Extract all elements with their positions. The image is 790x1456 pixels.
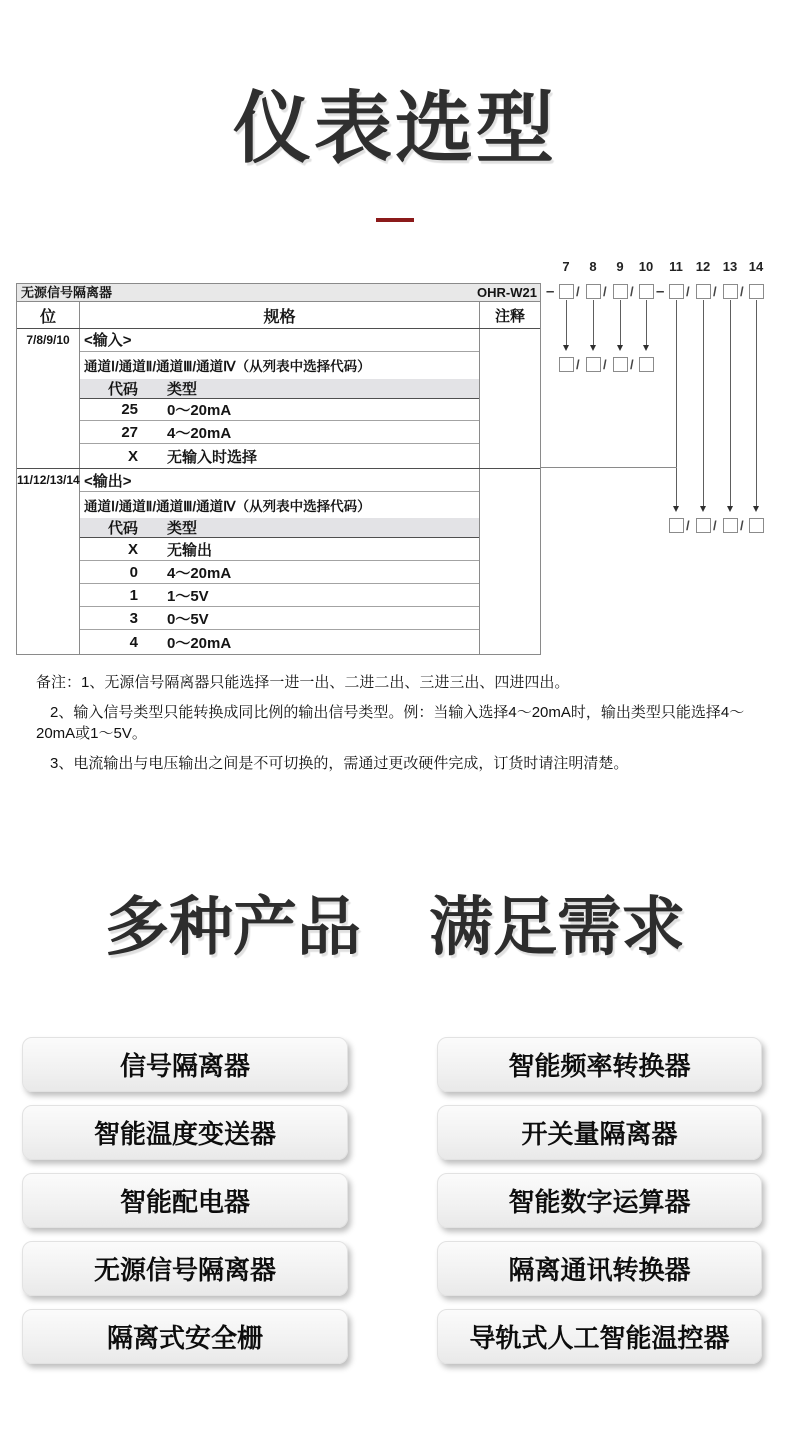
digit-label: 7 [562,259,570,274]
code-box [639,357,654,372]
table-row: 1 1～5V [80,584,479,607]
digit-label: 14 [748,259,764,274]
digit-label: 9 [616,259,624,274]
arrow-line [756,300,757,506]
dash: – [656,283,665,300]
table-header-row [17,302,540,329]
product-button-digital-calculator[interactable]: 智能数字运算器 [437,1173,762,1228]
code-type-header [80,518,479,538]
slash: / [686,284,690,299]
digit-label: 13 [722,259,738,274]
arrow-head [727,506,733,512]
digit-label: 10 [638,259,654,274]
model-code: OHR-W21 [477,285,537,300]
product-button-rail-ai-temperature-controller[interactable]: 导轨式人工智能温控器 [437,1309,762,1364]
col-header-note: 注释 [494,307,525,325]
code-box [613,357,628,372]
note-cell [480,329,540,468]
product-button-passive-signal-isolator[interactable]: 无源信号隔离器 [22,1241,348,1296]
table-row: 0 4～20mA [80,561,479,584]
table-row: 4 0～20mA [129,633,232,652]
slash: / [686,518,690,533]
arrow-head [590,345,596,351]
connector-line [541,467,677,468]
digit-label: 12 [695,259,711,274]
note-cell [480,469,540,655]
digit-label: 11 [669,259,683,274]
products-heading-left: 多种产品 [105,891,361,963]
digit-label: 8 [589,259,597,274]
dash: – [546,283,555,300]
arrow-head [563,345,569,351]
slash: / [740,518,744,533]
code-box [723,284,738,299]
slash: / [740,284,744,299]
code-header: 代码 [107,380,138,398]
arrow-line [703,300,704,506]
product-button-switch-isolator[interactable]: 开关量隔离器 [437,1105,762,1160]
code-box [696,518,711,533]
slash: / [630,357,634,372]
note-line: 备注：1、无源信号隔离器只能选择一进一出、二进二出、三进三出、四进四出。 [36,674,570,691]
code-header: 代码 [107,520,138,537]
note-line: 3、电流输出与电压输出之间是不可切换的，需通过更改硬件完成，订货时请注明清楚。 [50,755,629,772]
products-heading [0,891,790,963]
col-header-pos: 位 [17,302,80,328]
type-header: 类型 [167,380,198,398]
notes-block [36,672,754,783]
code-box [613,284,628,299]
slash: / [713,518,717,533]
product-name: 无源信号隔离器 [21,285,113,300]
slash: / [603,357,607,372]
table-row: X 无输入时选择 [127,447,258,466]
arrow-head [617,345,623,351]
slash: / [603,284,607,299]
arrow-head [673,506,679,512]
position-digits: 7/8/9/10 [17,329,80,468]
product-button-power-distributor[interactable]: 智能配电器 [22,1173,348,1228]
arrow-line [730,300,731,506]
table-row: 25 0～20mA [80,399,479,422]
channel-list: 通道Ⅰ/通道Ⅱ/通道Ⅲ/通道Ⅳ（从列表中选择代码） [84,359,371,375]
page-title: 仪表选型 [232,84,557,172]
product-button-signal-isolator[interactable]: 信号隔离器 [22,1037,348,1092]
code-box [586,357,601,372]
code-box [669,518,684,533]
type-header: 类型 [167,520,198,537]
product-button-communication-converter[interactable]: 隔离通讯转换器 [437,1241,762,1296]
position-digits: 11/12/13/14 [17,469,80,655]
code-box [586,284,601,299]
code-box [696,284,711,299]
products-heading-right: 满足需求 [429,891,685,963]
arrow-head [700,506,706,512]
product-button-safety-barrier[interactable]: 隔离式安全栅 [22,1309,348,1364]
input-section [17,329,540,469]
code-box [669,284,684,299]
code-box [723,518,738,533]
table-row: X 无输出 [80,538,479,561]
code-box [749,284,764,299]
input-label: <输入> [80,329,479,352]
arrow-line [593,300,594,345]
col-header-spec: 规格 [80,302,480,328]
arrow-head [643,345,649,351]
output-section [17,469,540,655]
table-row: 27 4～20mA [80,421,479,444]
slash: / [630,284,634,299]
code-type-header [80,379,479,399]
selection-table [16,283,541,655]
code-box [749,518,764,533]
table-row: 3 0～5V [80,607,479,630]
output-label: <输出> [80,469,479,492]
channel-list: 通道Ⅰ/通道Ⅱ/通道Ⅲ/通道Ⅳ（从列表中选择代码） [84,499,371,514]
product-button-temperature-transmitter[interactable]: 智能温度变送器 [22,1105,348,1160]
arrow-line [676,300,677,506]
arrow-head [753,506,759,512]
product-button-frequency-converter[interactable]: 智能频率转换器 [437,1037,762,1092]
product-button-grid [22,1037,762,1364]
code-box [639,284,654,299]
code-box [559,357,574,372]
title-divider [376,218,414,222]
slash: / [713,284,717,299]
arrow-line [620,300,621,345]
note-line: 2、输入信号类型只能转换成同比例的输出信号类型。例：当输入选择4～20mA时，输出类型只能选择4～20mA或1～5V。 [36,704,745,742]
slash: / [576,357,580,372]
table-title-band [17,284,540,302]
slash: / [576,284,580,299]
arrow-line [646,300,647,345]
arrow-line [566,300,567,345]
code-box [559,284,574,299]
